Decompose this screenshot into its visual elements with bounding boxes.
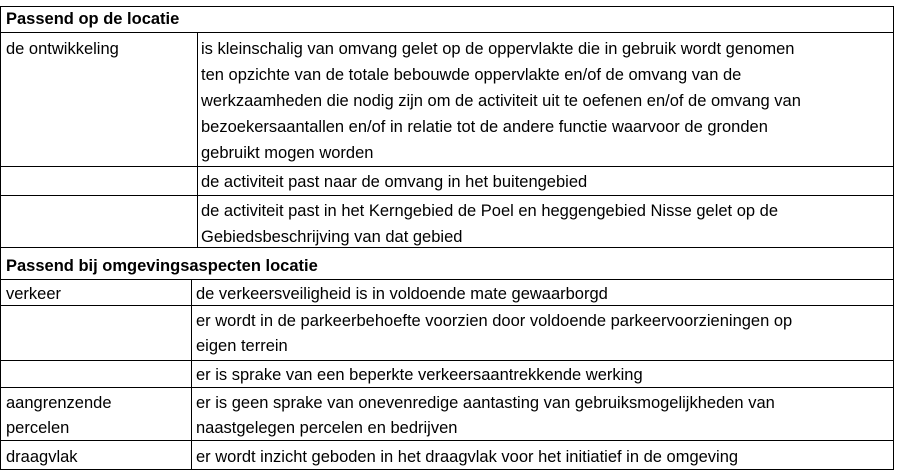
row-text: er wordt in de parkeerbehoefte voorzien door voldoende parkeervoorzieningen op [196,312,793,330]
row-text: de activiteit past in het Kerngebied de Poel en heggengebied Nisse gelet op de [201,202,779,220]
row-text: de verkeersveiligheid is in voldoende mate gewaarborgd [196,285,608,303]
row-text: de activiteit past naar de omvang in het buitengebied [201,173,588,191]
row-text: ten opzichte van de totale bebouwde oppervlakte en/of de omvang van de [201,66,742,84]
row-text: is kleinschalig van omvang gelet op de oppervlakte die in gebruik wordt genomen [201,40,795,58]
row-text: er wordt inzicht geboden in het draagvlak voor het initiatief in de omgeving [196,448,739,466]
table-border-right [893,6,894,470]
row-label: verkeer [6,285,62,303]
section-title: Passend bij omgevingsaspecten locatie [6,257,318,275]
table-rule [0,387,894,388]
table-rule [0,305,894,306]
row-label: de ontwikkeling [6,40,119,58]
row-label: draagvlak [6,448,78,466]
row-text: er is geen sprake van onevenredige aantasting van gebruiksmogelijkheden van [196,394,775,412]
row-label: percelen [6,419,70,437]
table-rule [0,469,894,470]
section-title: Passend op de locatie [6,10,180,28]
table-rule [0,247,894,248]
row-text: er is sprake van een beperkte verkeersaantrekkende werking [196,366,643,384]
row-text: eigen terrein [196,337,288,355]
row-label: aangrenzende [6,394,112,412]
row-text: Gebiedsbeschrijving van dat gebied [201,228,463,246]
table-border-left [0,6,1,470]
table-rule [0,32,894,33]
table-rule [0,195,894,196]
table-rule [0,6,894,7]
table-rule [0,440,894,441]
table-rule [0,279,894,280]
table-rule [0,166,894,167]
column-divider [197,32,198,247]
row-text: gebruikt mogen worden [201,144,374,162]
row-text: bezoekersaantallen en/of in relatie tot de andere functie waarvoor de gronden [201,118,768,136]
row-text: werkzaamheden die nodig zijn om de activiteit uit te oefenen en/of de omvang van [201,92,801,110]
row-text: naastgelegen percelen en bedrijven [196,419,458,437]
table-rule [0,360,894,361]
column-divider [191,279,192,470]
